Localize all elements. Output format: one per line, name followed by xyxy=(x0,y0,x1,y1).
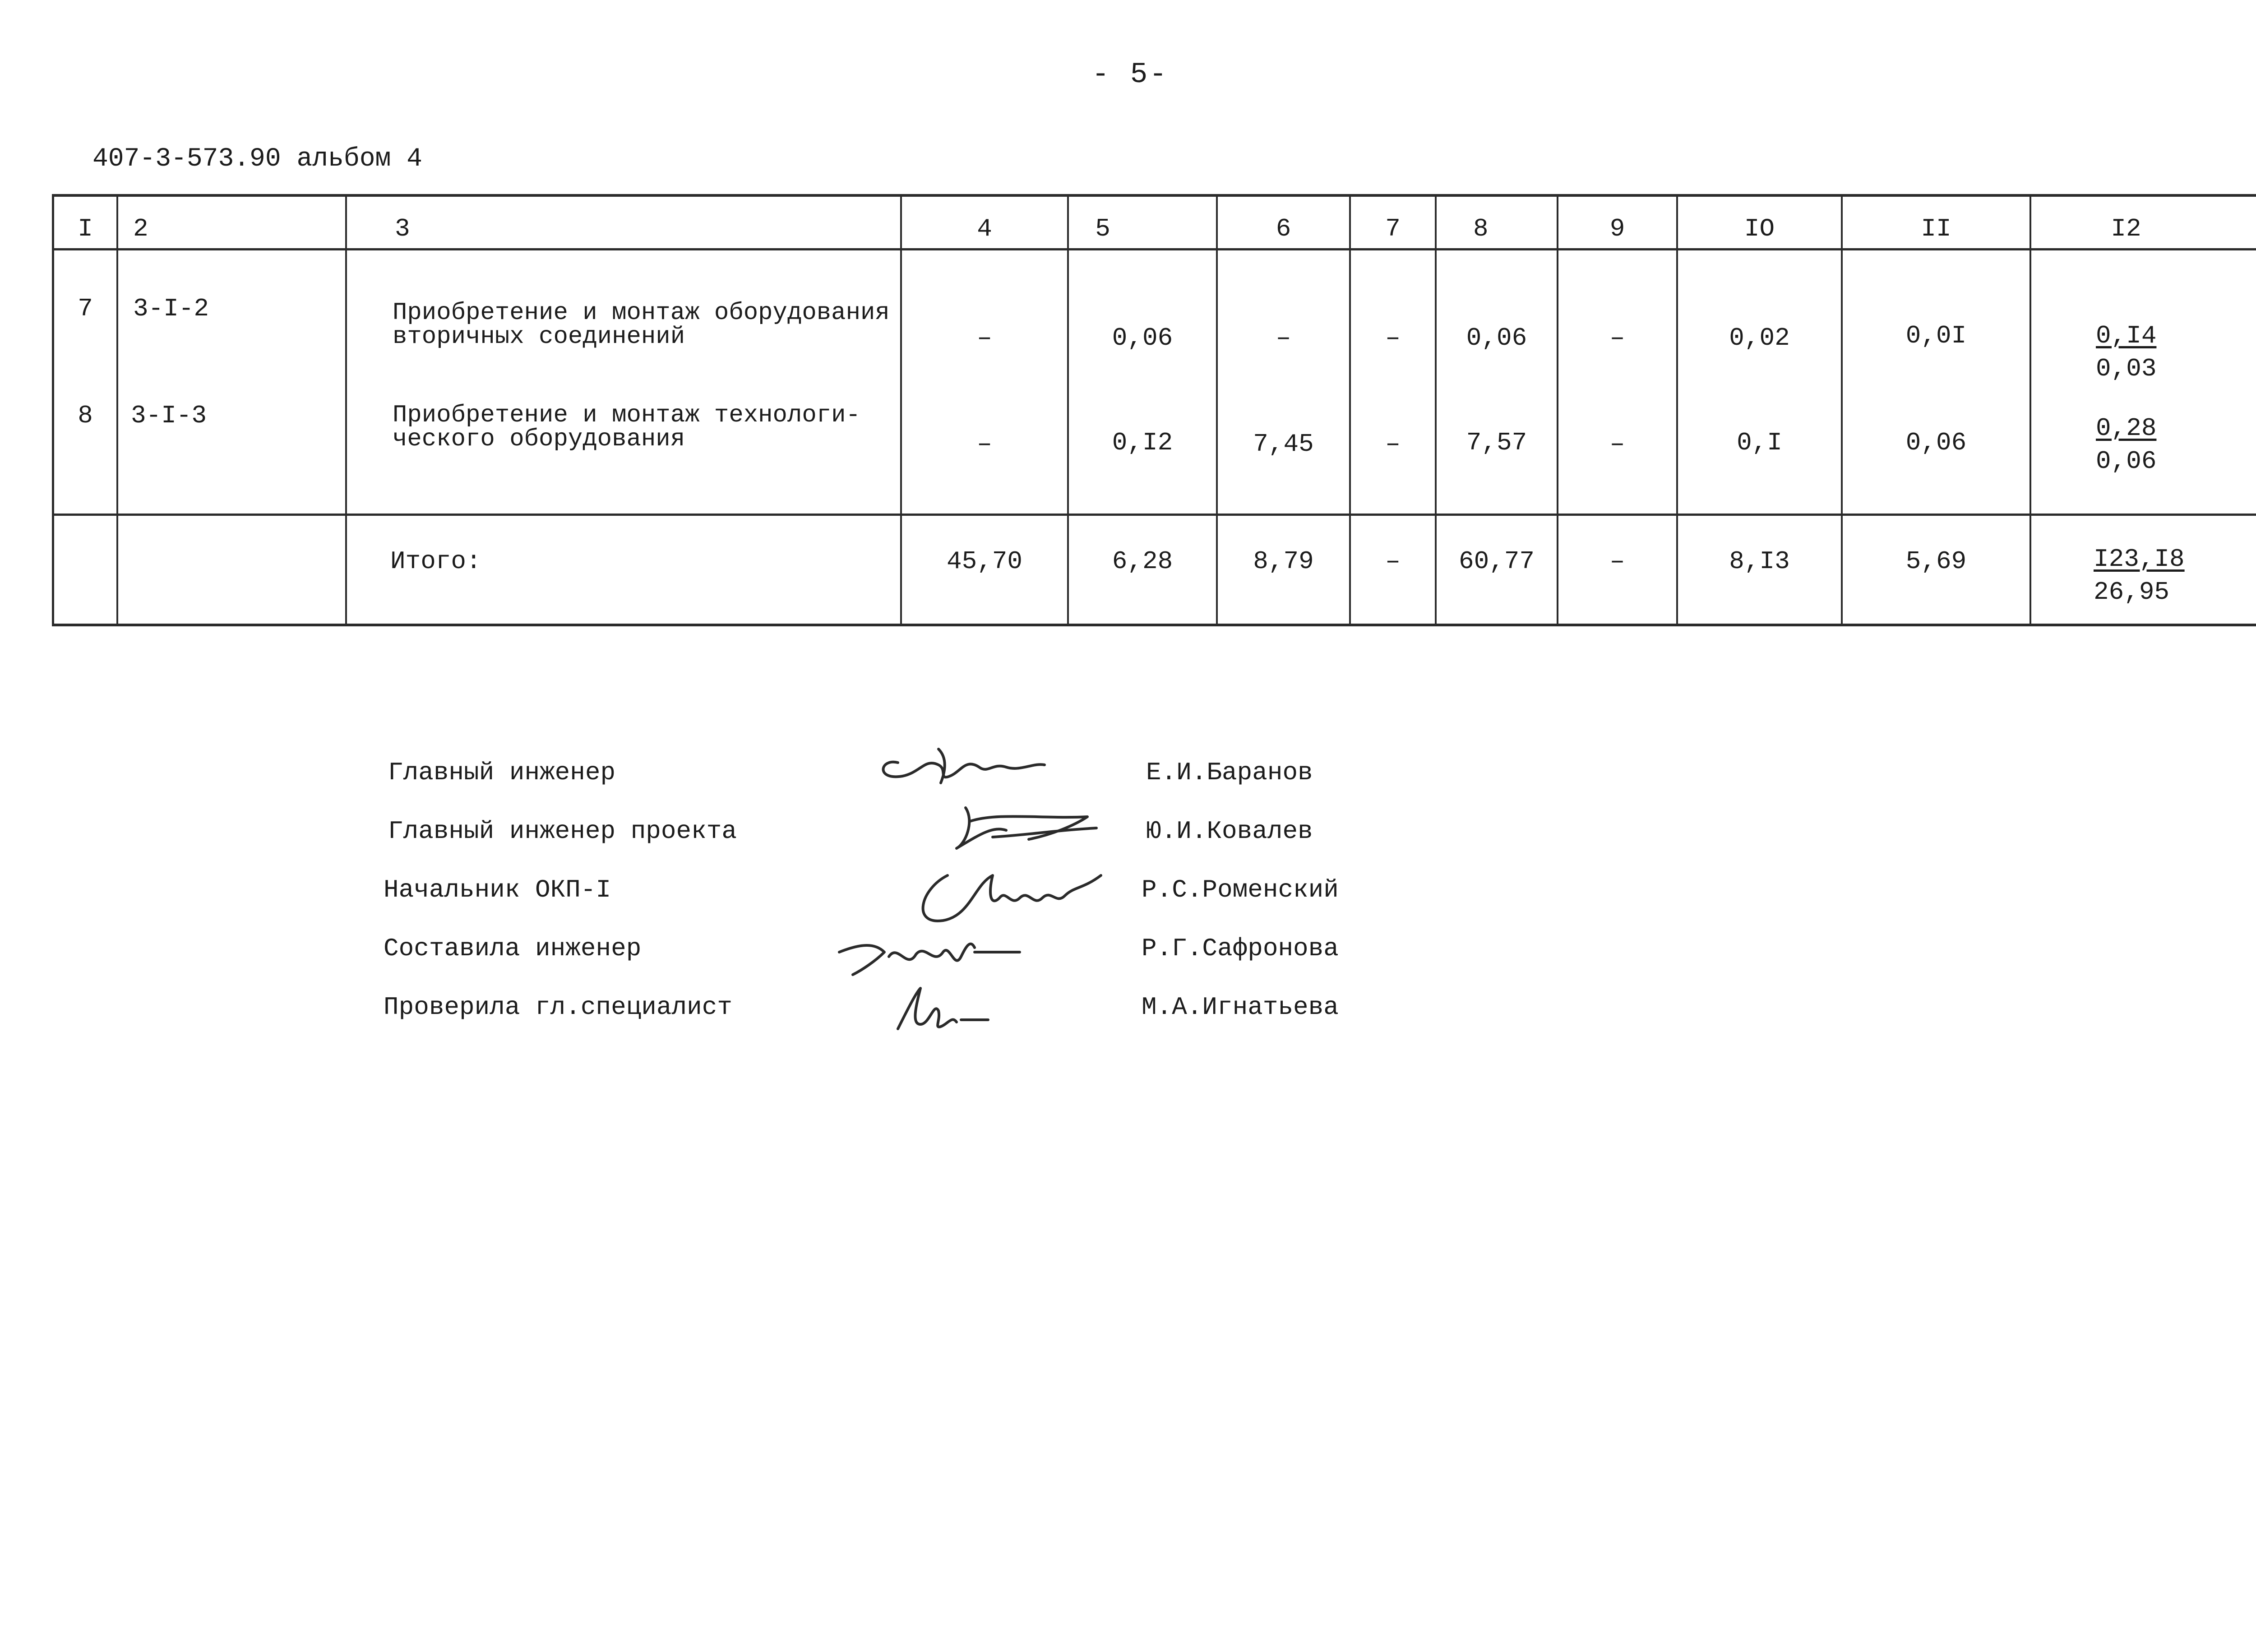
row-7-col7: – xyxy=(1385,324,1401,352)
header-bottom-rule xyxy=(52,248,2256,250)
row-8-col12-bottom: 0,06 xyxy=(2096,446,2157,476)
col-header-9: 9 xyxy=(1609,214,1625,243)
col-header-5: 5 xyxy=(1095,214,1110,243)
row-8-col4: – xyxy=(977,430,992,458)
document-code: 407-3-573.90 альбом 4 xyxy=(92,144,422,174)
total-col4: 45,70 xyxy=(946,547,1023,576)
estimate-table xyxy=(52,194,2256,627)
row-7-code: 3-I-2 xyxy=(133,294,209,323)
signature-name-romensky: Р.С.Роменский xyxy=(1142,875,1339,904)
col-header-6: 6 xyxy=(1276,214,1291,243)
signature-title-chief-project-engineer: Главный инженер проекта xyxy=(388,817,737,846)
signature-name-baranov: Е.И.Баранов xyxy=(1146,758,1313,787)
signature-mark-3 xyxy=(884,857,1123,934)
row-8-col7: – xyxy=(1385,430,1401,458)
col-header-2: 2 xyxy=(133,214,148,243)
row-7-number: 7 xyxy=(78,294,93,323)
total-top-rule xyxy=(52,514,2256,516)
row-8-col12-top: 0,28 xyxy=(2096,414,2157,443)
signature-mark-4 xyxy=(826,921,1033,984)
col-header-3: 3 xyxy=(395,214,410,243)
col-rule xyxy=(2029,194,2031,626)
row-7-col5: 0,06 xyxy=(1112,324,1173,352)
signature-mark-5 xyxy=(884,984,1002,1042)
row-8-description: Приобретение и монтаж технологи- ческого оборудования xyxy=(393,402,860,453)
table-top-rule xyxy=(52,194,2256,197)
total-col9: – xyxy=(1609,547,1625,576)
col-header-10: IO xyxy=(1744,214,1775,243)
row-7-description: Приобретение и монтаж оборудования вторичных соединений xyxy=(393,299,890,351)
table-bottom-rule xyxy=(52,624,2256,626)
row-8-col8: 7,57 xyxy=(1466,428,1527,457)
total-col6: 8,79 xyxy=(1253,547,1314,576)
col-header-4: 4 xyxy=(977,214,992,243)
total-col7: – xyxy=(1385,547,1401,576)
col-header-1: I xyxy=(78,214,93,243)
total-col5: 6,28 xyxy=(1112,547,1173,576)
row-7-col4: – xyxy=(977,324,992,352)
row-8-code: 3-I-3 xyxy=(131,401,207,430)
row-8-col5: 0,I2 xyxy=(1112,428,1173,457)
total-col11: 5,69 xyxy=(1905,547,1967,576)
row-7-col11: 0,0I xyxy=(1905,321,1967,350)
total-col12 xyxy=(2094,546,2185,606)
signature-name-ignatieva: М.А.Игнатьева xyxy=(1142,993,1339,1022)
col-header-8: 8 xyxy=(1473,214,1489,243)
row-7-col6: – xyxy=(1276,324,1291,352)
row-8-col11: 0,06 xyxy=(1905,428,1967,457)
row-7-col12 xyxy=(2096,323,2156,382)
signature-title-chief-engineer: Главный инженер xyxy=(388,758,616,787)
signature-mark-2 xyxy=(938,794,1128,862)
total-col10: 8,I3 xyxy=(1729,547,1790,576)
col-rule xyxy=(116,194,118,626)
row-7-col9: – xyxy=(1609,324,1625,352)
signature-title-checked-by: Проверила гл.специалист xyxy=(384,993,732,1022)
col-header-7: 7 xyxy=(1385,214,1401,243)
col-header-11: II xyxy=(1921,214,1951,243)
row-7-col12-bottom: 0,03 xyxy=(2096,354,2157,383)
total-label: Итого: xyxy=(390,547,481,576)
row-8-number: 8 xyxy=(78,401,93,430)
total-col12-bottom: 26,95 xyxy=(2094,577,2170,606)
signature-name-safronova: Р.Г.Сафронова xyxy=(1142,934,1339,963)
row-8-col6: 7,45 xyxy=(1253,430,1314,458)
signature-name-kovalev: Ю.И.Ковалев xyxy=(1146,817,1313,846)
row-7-col8: 0,06 xyxy=(1466,324,1527,352)
total-col8: 60,77 xyxy=(1458,547,1535,576)
row-7-col12-top: 0,I4 xyxy=(2096,321,2157,350)
signature-title-head-okp: Начальник ОКП-I xyxy=(384,875,611,904)
signature-title-compiled-by: Составила инженер xyxy=(384,934,642,963)
row-8-col10: 0,I xyxy=(1737,428,1782,457)
signature-mark-1 xyxy=(871,740,1060,794)
row-7-col10: 0,02 xyxy=(1729,324,1790,352)
total-col12-top: I23,I8 xyxy=(2094,545,2185,574)
row-8-col9: – xyxy=(1609,430,1625,458)
page-number: - 5- xyxy=(1092,59,1169,91)
col-rule xyxy=(345,194,347,626)
row-8-col12 xyxy=(2096,415,2156,475)
col-header-12: I2 xyxy=(2111,214,2141,243)
